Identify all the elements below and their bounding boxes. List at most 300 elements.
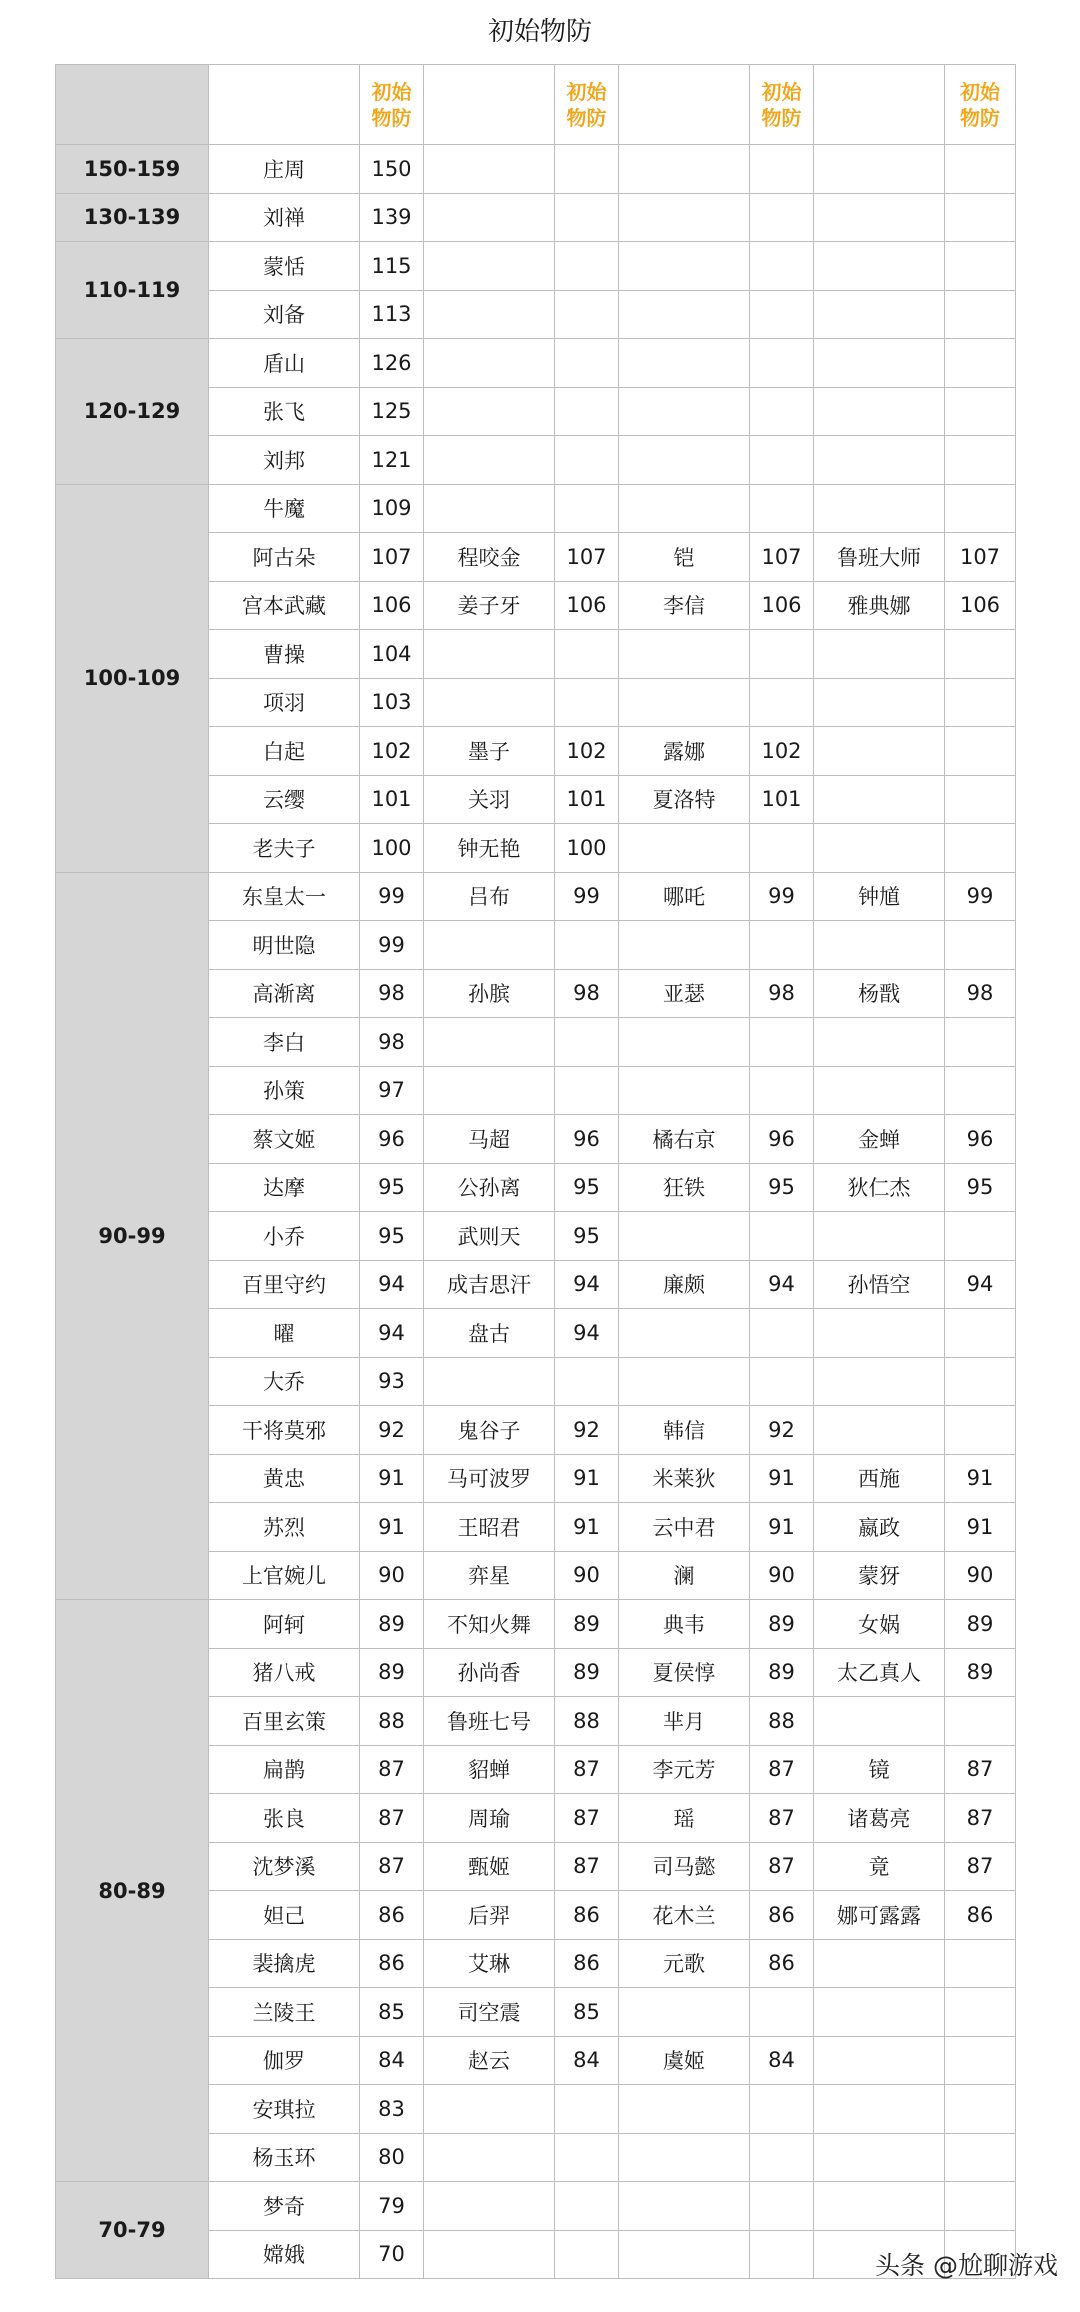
hero-name-cell: [814, 387, 945, 436]
hero-name-cell: 李信: [619, 581, 750, 630]
defense-value-cell: 99: [945, 872, 1016, 921]
hero-name-cell: 苏烈: [209, 1503, 360, 1552]
hero-name-cell: 达摩: [209, 1163, 360, 1212]
defense-value-cell: 150: [360, 145, 424, 194]
hero-name-cell: 上官婉儿: [209, 1551, 360, 1600]
defense-value-cell: [750, 145, 814, 194]
header-defense-label: [750, 65, 814, 145]
hero-name-cell: 弈星: [424, 1551, 555, 1600]
defense-value-cell: [750, 484, 814, 533]
header-label-line2: 物防: [761, 105, 802, 130]
hero-name-cell: [424, 436, 555, 485]
defense-value-cell: [945, 436, 1016, 485]
hero-name-cell: 西施: [814, 1454, 945, 1503]
table-row: [56, 484, 1016, 533]
hero-name-cell: 夏洛特: [619, 775, 750, 824]
hero-name-cell: 狂铁: [619, 1163, 750, 1212]
hero-name-cell: 貂蝉: [424, 1745, 555, 1794]
hero-name-cell: [814, 775, 945, 824]
header-defense-label: [360, 65, 424, 145]
hero-name-cell: [814, 727, 945, 776]
defense-value-cell: 102: [750, 727, 814, 776]
hero-name-cell: 刘邦: [209, 436, 360, 485]
defense-value-cell: 106: [555, 581, 619, 630]
defense-value-cell: 107: [945, 533, 1016, 582]
defense-value-cell: 84: [750, 2036, 814, 2085]
defense-value-cell: 94: [945, 1260, 1016, 1309]
hero-name-cell: [814, 2036, 945, 2085]
defense-value-cell: 93: [360, 1357, 424, 1406]
hero-name-cell: [814, 1697, 945, 1746]
hero-name-cell: [814, 1939, 945, 1988]
hero-name-cell: [814, 921, 945, 970]
defense-value-cell: [750, 290, 814, 339]
defense-value-cell: [555, 484, 619, 533]
header-label-line2: 物防: [960, 105, 1000, 130]
hero-name-cell: 沈梦溪: [209, 1842, 360, 1891]
hero-name-cell: 牛魔: [209, 484, 360, 533]
hero-name-cell: [619, 2133, 750, 2182]
defense-value-cell: [945, 775, 1016, 824]
watermark: 头条 @尬聊游戏: [875, 2251, 1058, 2280]
hero-name-cell: 明世隐: [209, 921, 360, 970]
defense-value-cell: 86: [360, 1939, 424, 1988]
defense-value-cell: 79: [360, 2182, 424, 2231]
defense-value-cell: [945, 1066, 1016, 1115]
defense-value-cell: 87: [750, 1794, 814, 1843]
hero-name-cell: 瑶: [619, 1794, 750, 1843]
defense-value-cell: [555, 678, 619, 727]
hero-name-cell: 竟: [814, 1842, 945, 1891]
defense-value-cell: 92: [555, 1406, 619, 1455]
hero-name-cell: 钟馗: [814, 872, 945, 921]
hero-name-cell: 张良: [209, 1794, 360, 1843]
defense-value-cell: 104: [360, 630, 424, 679]
hero-name-cell: [619, 824, 750, 873]
range-cell: 70-79: [56, 2182, 209, 2279]
hero-name-cell: 曜: [209, 1309, 360, 1358]
header-label-line2: 物防: [371, 105, 412, 130]
defense-value-cell: 98: [750, 969, 814, 1018]
hero-name-cell: [619, 630, 750, 679]
defense-value-cell: [555, 2230, 619, 2279]
hero-name-cell: 白起: [209, 727, 360, 776]
defense-value-cell: 100: [360, 824, 424, 873]
hero-name-cell: 哪吒: [619, 872, 750, 921]
defense-value-cell: 99: [360, 872, 424, 921]
hero-name-cell: 兰陵王: [209, 1988, 360, 2037]
hero-name-cell: 橘右京: [619, 1115, 750, 1164]
defense-value-cell: [945, 2182, 1016, 2231]
hero-name-cell: 大乔: [209, 1357, 360, 1406]
hero-name-cell: 老夫子: [209, 824, 360, 873]
header-label-line1: 初始: [761, 79, 802, 104]
hero-name-cell: [619, 2182, 750, 2231]
defense-value-cell: [945, 1406, 1016, 1455]
defense-value-cell: 87: [555, 1842, 619, 1891]
hero-name-cell: 蒙犽: [814, 1551, 945, 1600]
defense-value-cell: [555, 921, 619, 970]
range-cell: 150-159: [56, 145, 209, 194]
defense-value-cell: 89: [555, 1600, 619, 1649]
hero-name-cell: 妲己: [209, 1891, 360, 1940]
hero-name-cell: 吕布: [424, 872, 555, 921]
hero-name-cell: 廉颇: [619, 1260, 750, 1309]
header-defense-label: [555, 65, 619, 145]
defense-value-cell: [555, 1018, 619, 1067]
defense-value-cell: 87: [750, 1745, 814, 1794]
defense-value-cell: 91: [750, 1503, 814, 1552]
hero-name-cell: 嫦娥: [209, 2230, 360, 2279]
defense-value-cell: 86: [360, 1891, 424, 1940]
hero-name-cell: 孙膑: [424, 969, 555, 1018]
defense-value-cell: 107: [360, 533, 424, 582]
defense-value-cell: [750, 2230, 814, 2279]
hero-name-cell: 东皇太一: [209, 872, 360, 921]
hero-name-cell: 鲁班七号: [424, 1697, 555, 1746]
header-name-cell: [209, 65, 360, 145]
hero-name-cell: 司马懿: [619, 1842, 750, 1891]
hero-name-cell: 庄周: [209, 145, 360, 194]
hero-name-cell: 干将莫邪: [209, 1406, 360, 1455]
hero-name-cell: 阿轲: [209, 1600, 360, 1649]
hero-name-cell: [619, 193, 750, 242]
defense-value-cell: [555, 630, 619, 679]
header-name-cell: [424, 65, 555, 145]
defense-value-cell: 96: [945, 1115, 1016, 1164]
hero-name-cell: 娜可露露: [814, 1891, 945, 1940]
defense-value-cell: [750, 436, 814, 485]
defense-value-cell: [945, 1939, 1016, 1988]
defense-value-cell: [945, 1212, 1016, 1261]
hero-name-cell: 裴擒虎: [209, 1939, 360, 1988]
hero-name-cell: 姜子牙: [424, 581, 555, 630]
hero-name-cell: 武则天: [424, 1212, 555, 1261]
hero-name-cell: 女娲: [814, 1600, 945, 1649]
hero-name-cell: 金蝉: [814, 1115, 945, 1164]
defense-value-cell: 89: [945, 1600, 1016, 1649]
hero-name-cell: [619, 1018, 750, 1067]
hero-name-cell: [424, 1357, 555, 1406]
hero-name-cell: [424, 290, 555, 339]
hero-name-cell: 墨子: [424, 727, 555, 776]
defense-value-cell: 121: [360, 436, 424, 485]
defense-value-cell: [750, 1018, 814, 1067]
defense-value-cell: 88: [750, 1697, 814, 1746]
defense-value-cell: 97: [360, 1066, 424, 1115]
defense-value-cell: [945, 2133, 1016, 2182]
hero-name-cell: [424, 921, 555, 970]
defense-value-cell: 91: [555, 1503, 619, 1552]
hero-name-cell: [424, 2230, 555, 2279]
defense-value-cell: 89: [945, 1648, 1016, 1697]
range-cell: 90-99: [56, 872, 209, 1600]
hero-name-cell: 不知火舞: [424, 1600, 555, 1649]
defense-value-cell: [750, 2133, 814, 2182]
table-row: [56, 2182, 1016, 2231]
header-defense-label: [945, 65, 1016, 145]
defense-value-cell: 90: [750, 1551, 814, 1600]
hero-name-cell: [424, 1066, 555, 1115]
hero-name-cell: 亚瑟: [619, 969, 750, 1018]
defense-value-cell: [750, 1309, 814, 1358]
defense-value-cell: [750, 1212, 814, 1261]
hero-name-cell: 司空震: [424, 1988, 555, 2037]
table-row: [56, 1600, 1016, 1649]
hero-name-cell: 元歌: [619, 1939, 750, 1988]
defense-value-cell: 90: [555, 1551, 619, 1600]
defense-value-cell: [750, 387, 814, 436]
defense-value-cell: [750, 824, 814, 873]
hero-name-cell: [424, 484, 555, 533]
defense-value-cell: 98: [360, 1018, 424, 1067]
defense-value-cell: [555, 387, 619, 436]
hero-name-cell: 马超: [424, 1115, 555, 1164]
defense-value-cell: 86: [750, 1891, 814, 1940]
page-title: 初始物防: [487, 17, 592, 47]
hero-name-cell: 李白: [209, 1018, 360, 1067]
hero-name-cell: 猪八戒: [209, 1648, 360, 1697]
defense-value-cell: 89: [360, 1600, 424, 1649]
hero-name-cell: 扁鹊: [209, 1745, 360, 1794]
defense-value-cell: [945, 2085, 1016, 2134]
hero-name-cell: 安琪拉: [209, 2085, 360, 2134]
defense-value-cell: 94: [750, 1260, 814, 1309]
hero-name-cell: 花木兰: [619, 1891, 750, 1940]
defense-value-cell: 125: [360, 387, 424, 436]
defense-value-cell: [555, 436, 619, 485]
defense-value-cell: 92: [360, 1406, 424, 1455]
defense-value-cell: 94: [360, 1260, 424, 1309]
hero-name-cell: [814, 193, 945, 242]
defense-value-cell: [945, 1988, 1016, 2037]
hero-name-cell: 小乔: [209, 1212, 360, 1261]
defense-value-cell: 85: [360, 1988, 424, 2037]
defense-value-cell: 95: [360, 1212, 424, 1261]
hero-name-cell: 宫本武藏: [209, 581, 360, 630]
defense-value-cell: [555, 2085, 619, 2134]
defense-value-cell: [945, 1018, 1016, 1067]
defense-value-cell: 94: [555, 1260, 619, 1309]
hero-name-cell: [424, 387, 555, 436]
hero-name-cell: [619, 1212, 750, 1261]
hero-name-cell: [814, 1066, 945, 1115]
defense-value-cell: 91: [750, 1454, 814, 1503]
hero-name-cell: [619, 1988, 750, 2037]
hero-name-cell: [619, 678, 750, 727]
defense-value-cell: 95: [555, 1212, 619, 1261]
defense-value-cell: 95: [750, 1163, 814, 1212]
defense-value-cell: 90: [360, 1551, 424, 1600]
hero-name-cell: 雅典娜: [814, 581, 945, 630]
defense-value-cell: [555, 193, 619, 242]
hero-name-cell: [424, 339, 555, 388]
range-cell: 80-89: [56, 1600, 209, 2182]
hero-name-cell: 诸葛亮: [814, 1794, 945, 1843]
defense-value-cell: [945, 484, 1016, 533]
defense-value-cell: 106: [360, 581, 424, 630]
hero-name-cell: 盘古: [424, 1309, 555, 1358]
defense-value-cell: [945, 242, 1016, 291]
defense-value-cell: [750, 1988, 814, 2037]
hero-name-cell: [619, 242, 750, 291]
hero-name-cell: 李元芳: [619, 1745, 750, 1794]
defense-value-cell: [945, 145, 1016, 194]
header-label-line1: 初始: [371, 79, 412, 104]
hero-name-cell: [424, 678, 555, 727]
defense-value-cell: [945, 339, 1016, 388]
hero-name-cell: 后羿: [424, 1891, 555, 1940]
hero-name-cell: 韩信: [619, 1406, 750, 1455]
defense-value-cell: 96: [360, 1115, 424, 1164]
defense-value-cell: 115: [360, 242, 424, 291]
hero-name-cell: [619, 1357, 750, 1406]
range-cell: 100-109: [56, 484, 209, 872]
hero-name-cell: 狄仁杰: [814, 1163, 945, 1212]
hero-name-cell: 孙悟空: [814, 1260, 945, 1309]
defense-value-cell: 101: [750, 775, 814, 824]
hero-name-cell: [424, 1018, 555, 1067]
hero-name-cell: 程咬金: [424, 533, 555, 582]
defense-value-cell: [945, 824, 1016, 873]
defense-value-cell: 88: [360, 1697, 424, 1746]
hero-name-cell: 黄忠: [209, 1454, 360, 1503]
hero-name-cell: 米莱狄: [619, 1454, 750, 1503]
defense-value-cell: 87: [555, 1745, 619, 1794]
hero-name-cell: 夏侯惇: [619, 1648, 750, 1697]
defense-value-cell: 91: [945, 1503, 1016, 1552]
hero-name-cell: 艾琳: [424, 1939, 555, 1988]
hero-name-cell: 甄姬: [424, 1842, 555, 1891]
defense-value-cell: 103: [360, 678, 424, 727]
hero-name-cell: [619, 145, 750, 194]
hero-name-cell: [619, 290, 750, 339]
hero-name-cell: [814, 1988, 945, 2037]
defense-value-cell: 98: [945, 969, 1016, 1018]
defense-value-cell: 91: [360, 1454, 424, 1503]
hero-name-cell: [814, 2133, 945, 2182]
defense-value-cell: 109: [360, 484, 424, 533]
defense-value-cell: [750, 242, 814, 291]
defense-value-cell: [555, 1357, 619, 1406]
defense-value-cell: [945, 921, 1016, 970]
defense-value-cell: [555, 339, 619, 388]
defense-value-cell: [555, 2133, 619, 2182]
defense-value-cell: [945, 1357, 1016, 1406]
hero-name-cell: 云缨: [209, 775, 360, 824]
hero-name-cell: 王昭君: [424, 1503, 555, 1552]
defense-value-cell: 85: [555, 1988, 619, 2037]
hero-name-cell: [814, 1018, 945, 1067]
hero-name-cell: [814, 436, 945, 485]
defense-value-cell: 86: [555, 1939, 619, 1988]
defense-value-cell: [945, 678, 1016, 727]
hero-name-cell: 刘备: [209, 290, 360, 339]
hero-name-cell: 公孙离: [424, 1163, 555, 1212]
header-label-line2: 物防: [566, 105, 607, 130]
hero-name-cell: [424, 2085, 555, 2134]
hero-name-cell: [814, 678, 945, 727]
header-label-line1: 初始: [960, 79, 1000, 104]
defense-value-cell: [750, 630, 814, 679]
defense-value-cell: 102: [555, 727, 619, 776]
hero-name-cell: 蔡文姬: [209, 1115, 360, 1164]
defense-value-cell: 139: [360, 193, 424, 242]
hero-name-cell: [424, 193, 555, 242]
defense-value-cell: [750, 2085, 814, 2134]
table-row: [56, 339, 1016, 388]
defense-value-cell: 98: [360, 969, 424, 1018]
defense-value-cell: 84: [360, 2036, 424, 2085]
table-row: [56, 242, 1016, 291]
defense-value-cell: 113: [360, 290, 424, 339]
defense-value-cell: 106: [945, 581, 1016, 630]
range-cell: 120-129: [56, 339, 209, 485]
hero-name-cell: 高渐离: [209, 969, 360, 1018]
hero-name-cell: [814, 630, 945, 679]
defense-value-cell: 87: [360, 1745, 424, 1794]
hero-name-cell: 刘禅: [209, 193, 360, 242]
defense-value-cell: [555, 2182, 619, 2231]
range-cell: 130-139: [56, 193, 209, 242]
defense-value-cell: [555, 1066, 619, 1115]
defense-value-cell: 87: [945, 1794, 1016, 1843]
defense-value-cell: [750, 1357, 814, 1406]
defense-value-cell: [555, 242, 619, 291]
defense-value-cell: 90: [945, 1551, 1016, 1600]
hero-name-cell: 鬼谷子: [424, 1406, 555, 1455]
hero-name-cell: 典韦: [619, 1600, 750, 1649]
hero-name-cell: [814, 1212, 945, 1261]
hero-name-cell: 伽罗: [209, 2036, 360, 2085]
hero-name-cell: [424, 2182, 555, 2231]
hero-name-cell: 梦奇: [209, 2182, 360, 2231]
hero-name-cell: 张飞: [209, 387, 360, 436]
hero-name-cell: 杨玉环: [209, 2133, 360, 2182]
hero-name-cell: 孙策: [209, 1066, 360, 1115]
defense-value-cell: 99: [360, 921, 424, 970]
defense-value-cell: 87: [555, 1794, 619, 1843]
defense-value-cell: 94: [555, 1309, 619, 1358]
defense-value-cell: 87: [945, 1842, 1016, 1891]
hero-name-cell: [814, 1357, 945, 1406]
hero-name-cell: [619, 2085, 750, 2134]
defense-value-cell: [750, 339, 814, 388]
hero-name-cell: [619, 339, 750, 388]
hero-name-cell: [814, 339, 945, 388]
hero-name-cell: [619, 1066, 750, 1115]
defense-value-cell: 89: [555, 1648, 619, 1697]
defense-value-cell: 91: [945, 1454, 1016, 1503]
range-cell: 110-119: [56, 242, 209, 339]
hero-name-cell: 马可波罗: [424, 1454, 555, 1503]
table-row: [56, 872, 1016, 921]
defense-value-cell: 107: [555, 533, 619, 582]
hero-name-cell: [814, 824, 945, 873]
defense-value-cell: 98: [555, 969, 619, 1018]
hero-name-cell: [424, 145, 555, 194]
defense-value-cell: 70: [360, 2230, 424, 2279]
defense-value-cell: [750, 193, 814, 242]
defense-value-cell: 87: [360, 1794, 424, 1843]
defense-value-cell: 95: [555, 1163, 619, 1212]
defense-value-cell: 87: [945, 1745, 1016, 1794]
hero-name-cell: [424, 2133, 555, 2182]
hero-name-cell: [814, 484, 945, 533]
defense-value-cell: [945, 2036, 1016, 2085]
defense-value-cell: 101: [360, 775, 424, 824]
hero-name-cell: [814, 242, 945, 291]
